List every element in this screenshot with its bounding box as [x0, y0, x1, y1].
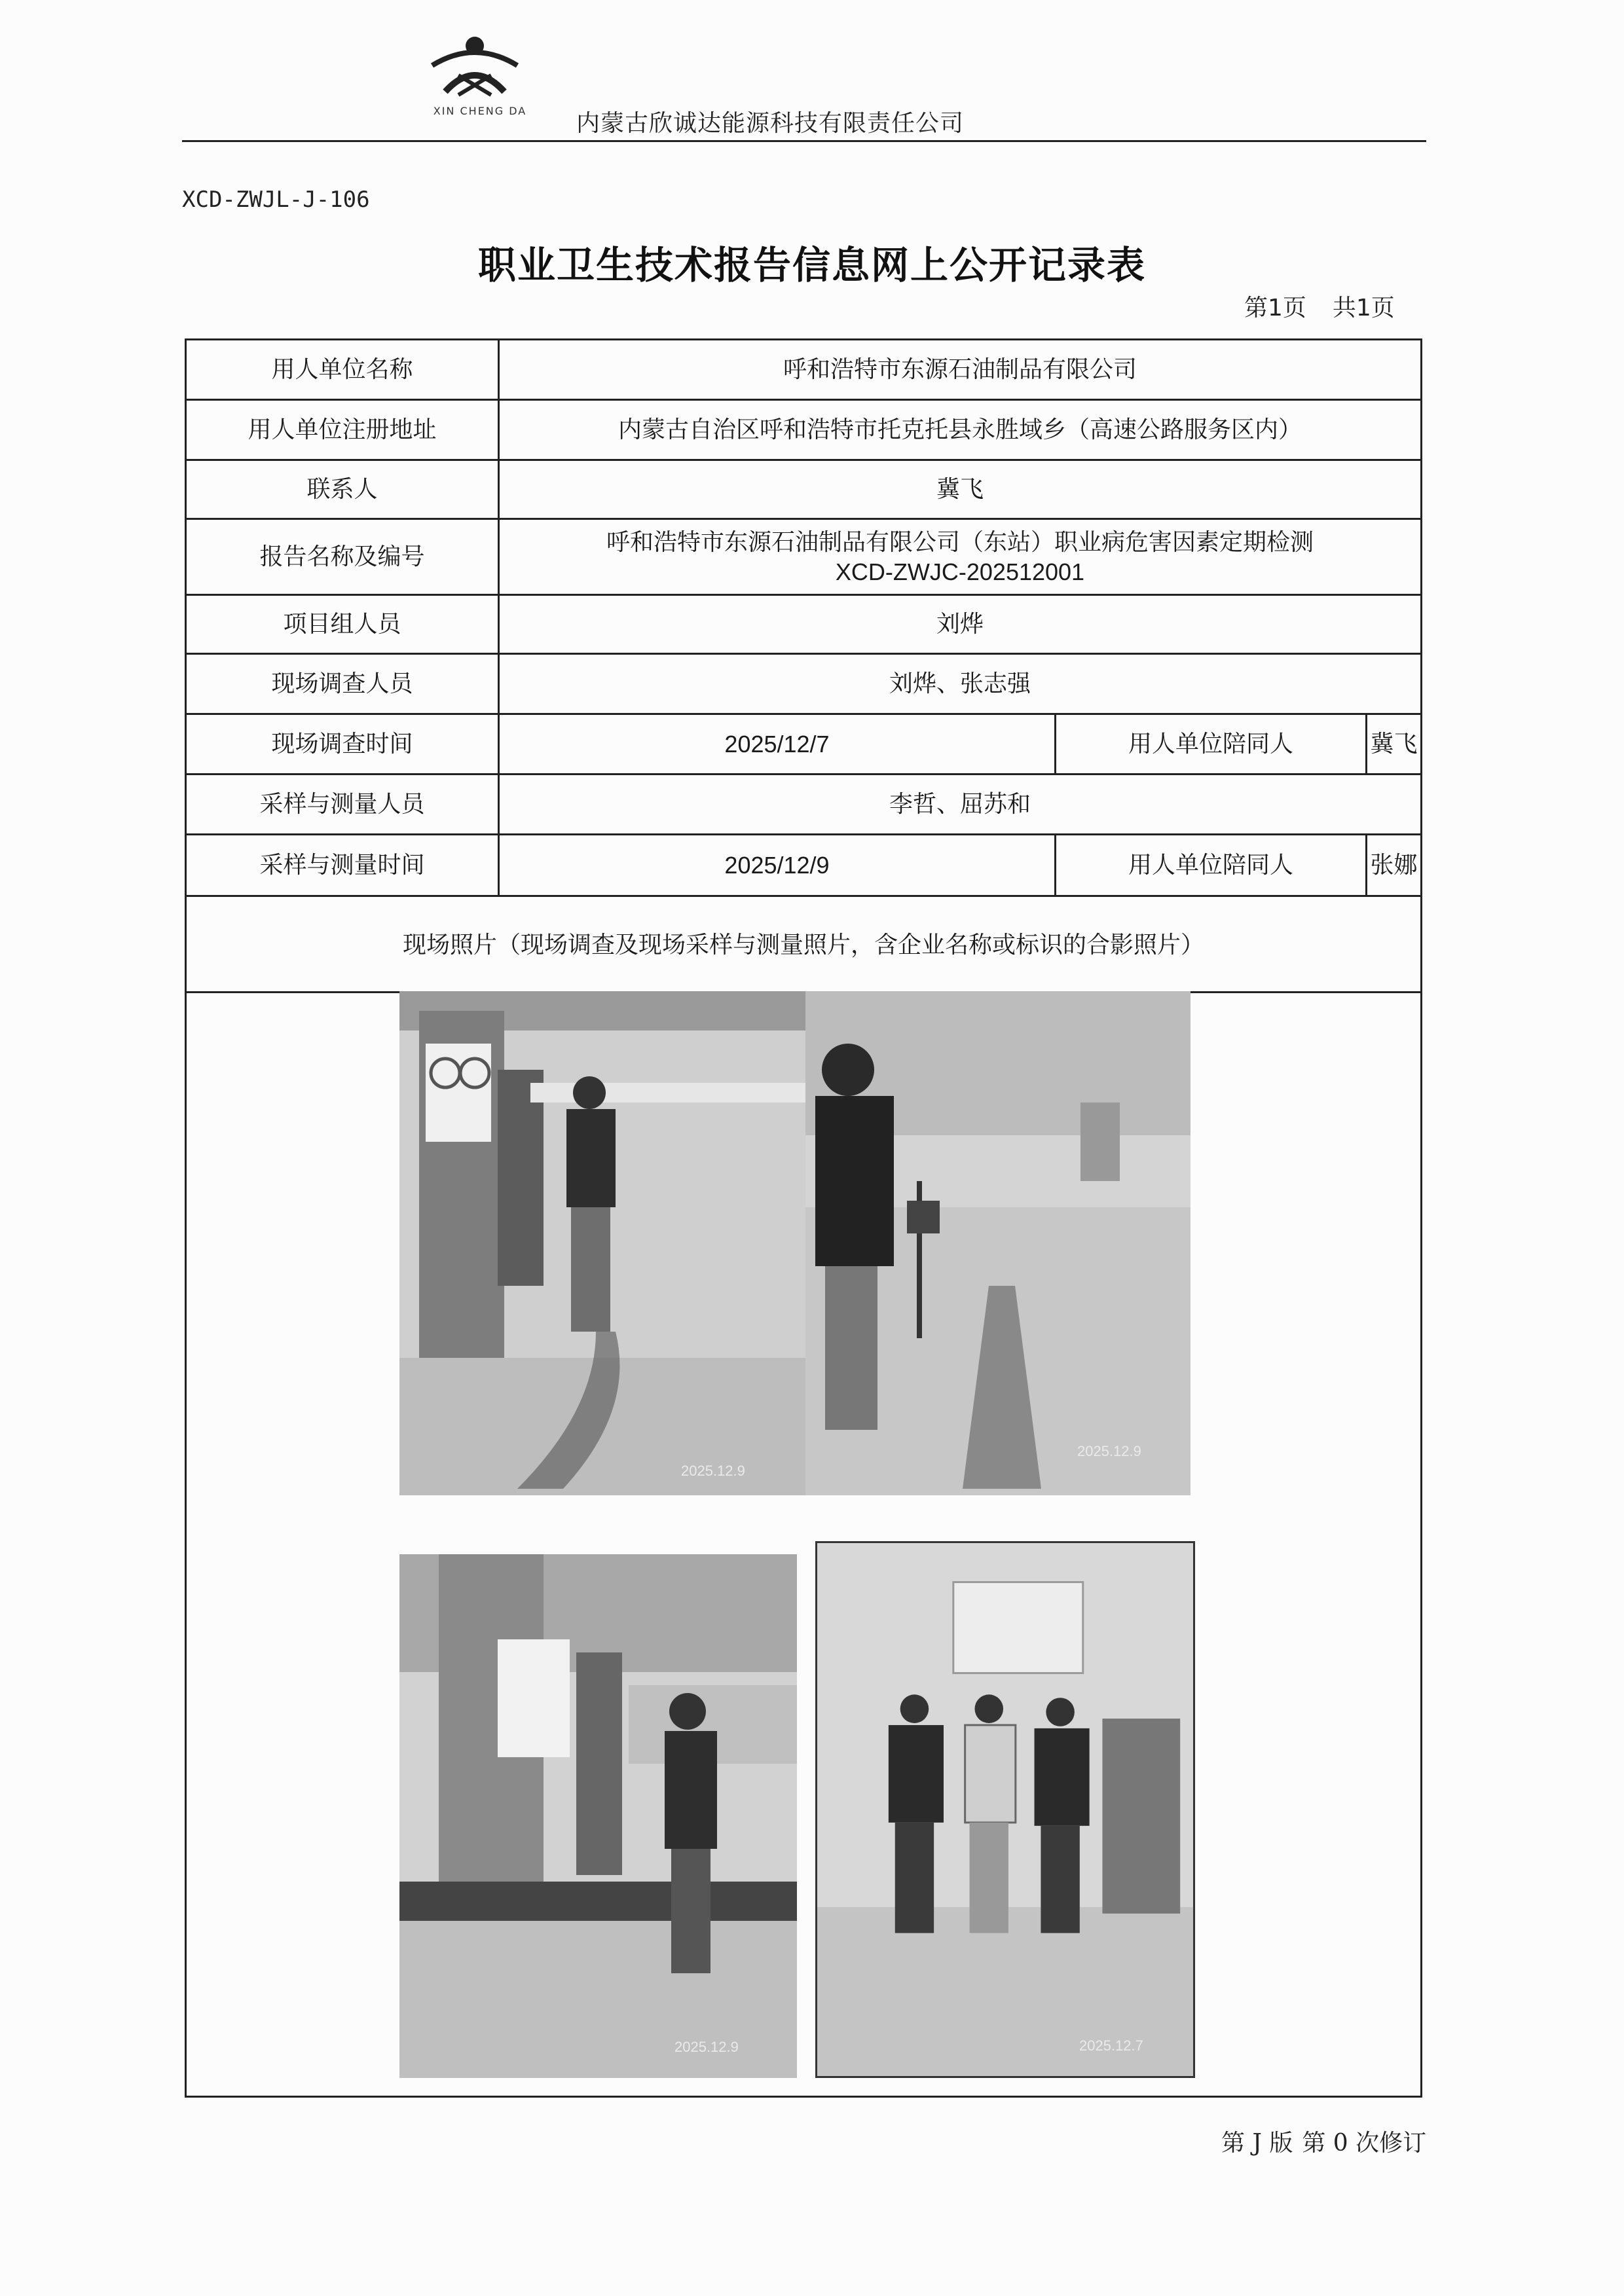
report-name: 呼和浩特市东源石油制品有限公司（东站）职业病危害因素定期检测 — [606, 528, 1314, 556]
document-code: XCD-ZWJL-J-106 — [182, 187, 370, 213]
site-photo-2 — [805, 991, 1190, 1495]
photo-date-stamp: 2025.12.9 — [674, 2039, 739, 2055]
table-row — [187, 401, 1420, 461]
photos-caption: 现场照片（现场调查及现场采样与测量照片，含企业名称或标识的合影照片） — [402, 932, 1204, 958]
sampling-staff-value: 李哲、屈苏和 — [889, 791, 1031, 818]
sampling-time-value: 2025/12/9 — [500, 835, 1056, 895]
sampling-staff-label: 采样与测量人员 — [187, 775, 500, 833]
edition: 第 J 版 — [1221, 2130, 1293, 2157]
header-divider — [182, 140, 1426, 142]
table-row — [187, 461, 1420, 520]
site-photo-1 — [399, 991, 813, 1495]
photo-date-stamp: 2025.12.7 — [1079, 2037, 1143, 2054]
sampling-escort-value: 张娜 — [1370, 852, 1418, 879]
photo-area — [185, 991, 1422, 2098]
page-current: 第1页 — [1244, 295, 1306, 321]
sampling-time-label: 采样与测量时间 — [187, 835, 500, 895]
revision: 第 0 次修订 — [1302, 2130, 1427, 2157]
site-photo-4 — [815, 1541, 1195, 2078]
survey-time-value: 2025/12/7 — [500, 715, 1056, 773]
table-row — [187, 897, 1420, 993]
table-row — [187, 775, 1420, 835]
page-title: 职业卫生技术报告信息网上公开记录表 — [477, 243, 1146, 287]
report-label: 报告名称及编号 — [187, 520, 500, 594]
table-row — [187, 655, 1420, 715]
table-row — [187, 715, 1420, 775]
sampling-escort-label: 用人单位陪同人 — [1056, 835, 1367, 895]
team-label: 项目组人员 — [187, 596, 500, 653]
survey-staff-label: 现场调查人员 — [187, 655, 500, 713]
team-value: 刘烨 — [936, 611, 984, 638]
photo-date-stamp: 2025.12.9 — [681, 1463, 745, 1479]
survey-staff-value: 刘烨、张志强 — [889, 670, 1031, 697]
page-info — [1244, 289, 1421, 323]
info-table — [185, 338, 1422, 993]
unit-name-label: 用人单位名称 — [187, 340, 500, 399]
report-value — [500, 520, 1420, 594]
table-row — [187, 340, 1420, 401]
survey-escort-label: 用人单位陪同人 — [1056, 715, 1367, 773]
contact-label: 联系人 — [187, 461, 500, 518]
table-row — [187, 835, 1420, 897]
logo-text: XIN CHENG DA — [433, 105, 527, 117]
contact-value: 冀飞 — [936, 476, 984, 503]
survey-time-label: 现场调查时间 — [187, 715, 500, 773]
revision-footer — [1221, 2124, 1435, 2158]
address-value: 内蒙古自治区呼和浩特市托克托县永胜域乡（高速公路服务区内） — [618, 416, 1302, 443]
address-label: 用人单位注册地址 — [187, 401, 500, 459]
photo-date-stamp: 2025.12.9 — [1077, 1443, 1141, 1459]
company-name: 内蒙古欣诚达能源科技有限责任公司 — [576, 110, 965, 137]
site-photo-3 — [399, 1554, 797, 2078]
table-row — [187, 520, 1420, 596]
report-code: XCD-ZWJC-202512001 — [835, 558, 1085, 585]
table-row — [187, 596, 1420, 655]
survey-escort-value: 冀飞 — [1370, 731, 1418, 757]
unit-name-value: 呼和浩特市东源石油制品有限公司 — [783, 356, 1137, 383]
page-total: 共1页 — [1332, 295, 1395, 321]
